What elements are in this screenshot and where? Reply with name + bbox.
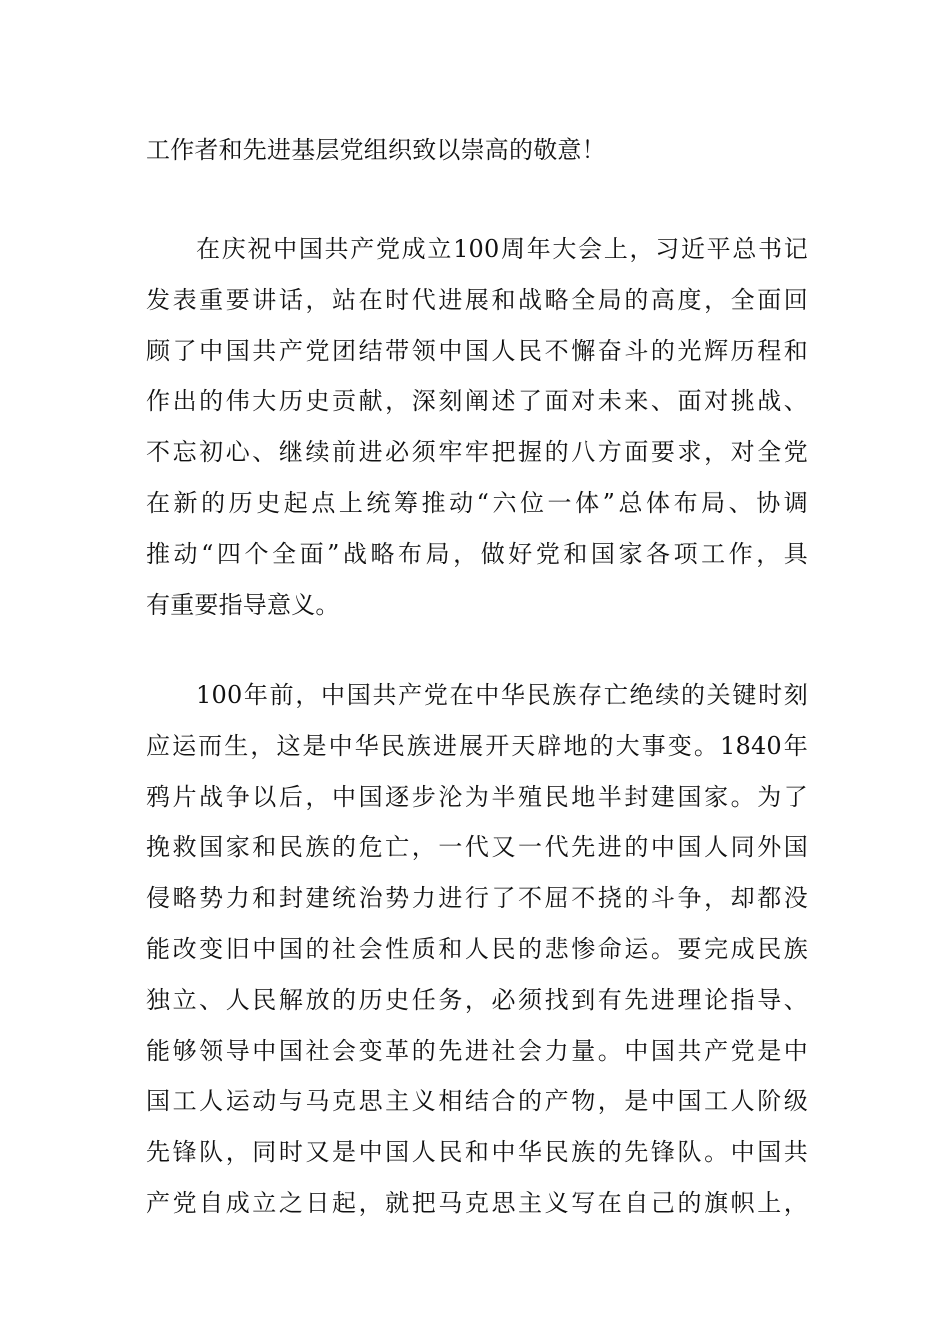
paragraph-line: 作出的伟大历史贡献，深刻阐述了面对未来、面对挑战、: [146, 387, 808, 416]
paragraph-line: 应运而生，这是中华民族进展开天辟地的大事变。1840年: [146, 731, 808, 760]
paragraph-line: 在新的历史起点上统筹推动“六位一体”总体布局、协调: [146, 488, 808, 517]
paragraph-line: 顾了中国共产党团结带领中国人民不懈奋斗的光辉历程和: [146, 336, 808, 365]
paragraph-line: 侵略势力和封建统治势力进行了不屈不挠的斗争，却都没: [146, 884, 808, 913]
paragraph-line: 工作者和先进基层党组织致以崇高的敬意！: [146, 136, 606, 164]
paragraph-line: 挽救国家和民族的危亡，一代又一代先进的中国人同外国: [146, 833, 808, 862]
paragraph-line: 100年前，中国共产党在中华民族存亡绝续的关键时刻: [196, 681, 808, 709]
paragraph-line: 有重要指导意义。: [146, 590, 340, 619]
paragraph-line: 产党自成立之日起，就把马克思主义写在自己的旗帜上，: [146, 1188, 808, 1217]
paragraph-party-history: [146, 670, 808, 1229]
paragraph-line: 能够领导中国社会变革的先进社会力量。中国共产党是中: [146, 1036, 808, 1065]
paragraph-line: 国工人运动与马克思主义相结合的产物，是中国工人阶级: [146, 1087, 808, 1116]
paragraph-line: 能改变旧中国的社会性质和人民的悲惨命运。要完成民族: [146, 934, 808, 963]
paragraph-line: 发表重要讲话，站在时代进展和战略全局的高度，全面回: [146, 285, 808, 314]
paragraph-line: 先锋队，同时又是中国人民和中华民族的先锋队。中国共: [146, 1138, 808, 1167]
paragraph-line: 推动“四个全面”战略布局，做好党和国家各项工作，具: [146, 539, 808, 568]
paragraph-line: 鸦片战争以后，中国逐步沦为半殖民地半封建国家。为了: [146, 782, 808, 811]
paragraph-centenary-speech: [146, 224, 808, 630]
paragraph-line: 不忘初心、继续前进必须牢牢把握的八方面要求，对全党: [146, 438, 808, 467]
paragraph-line: 在庆祝中国共产党成立100周年大会上，习近平总书记: [196, 235, 808, 263]
paragraph-closing-salute: [146, 125, 808, 176]
paragraph-line: 独立、人民解放的历史任务，必须找到有先进理论指导、: [146, 985, 808, 1014]
